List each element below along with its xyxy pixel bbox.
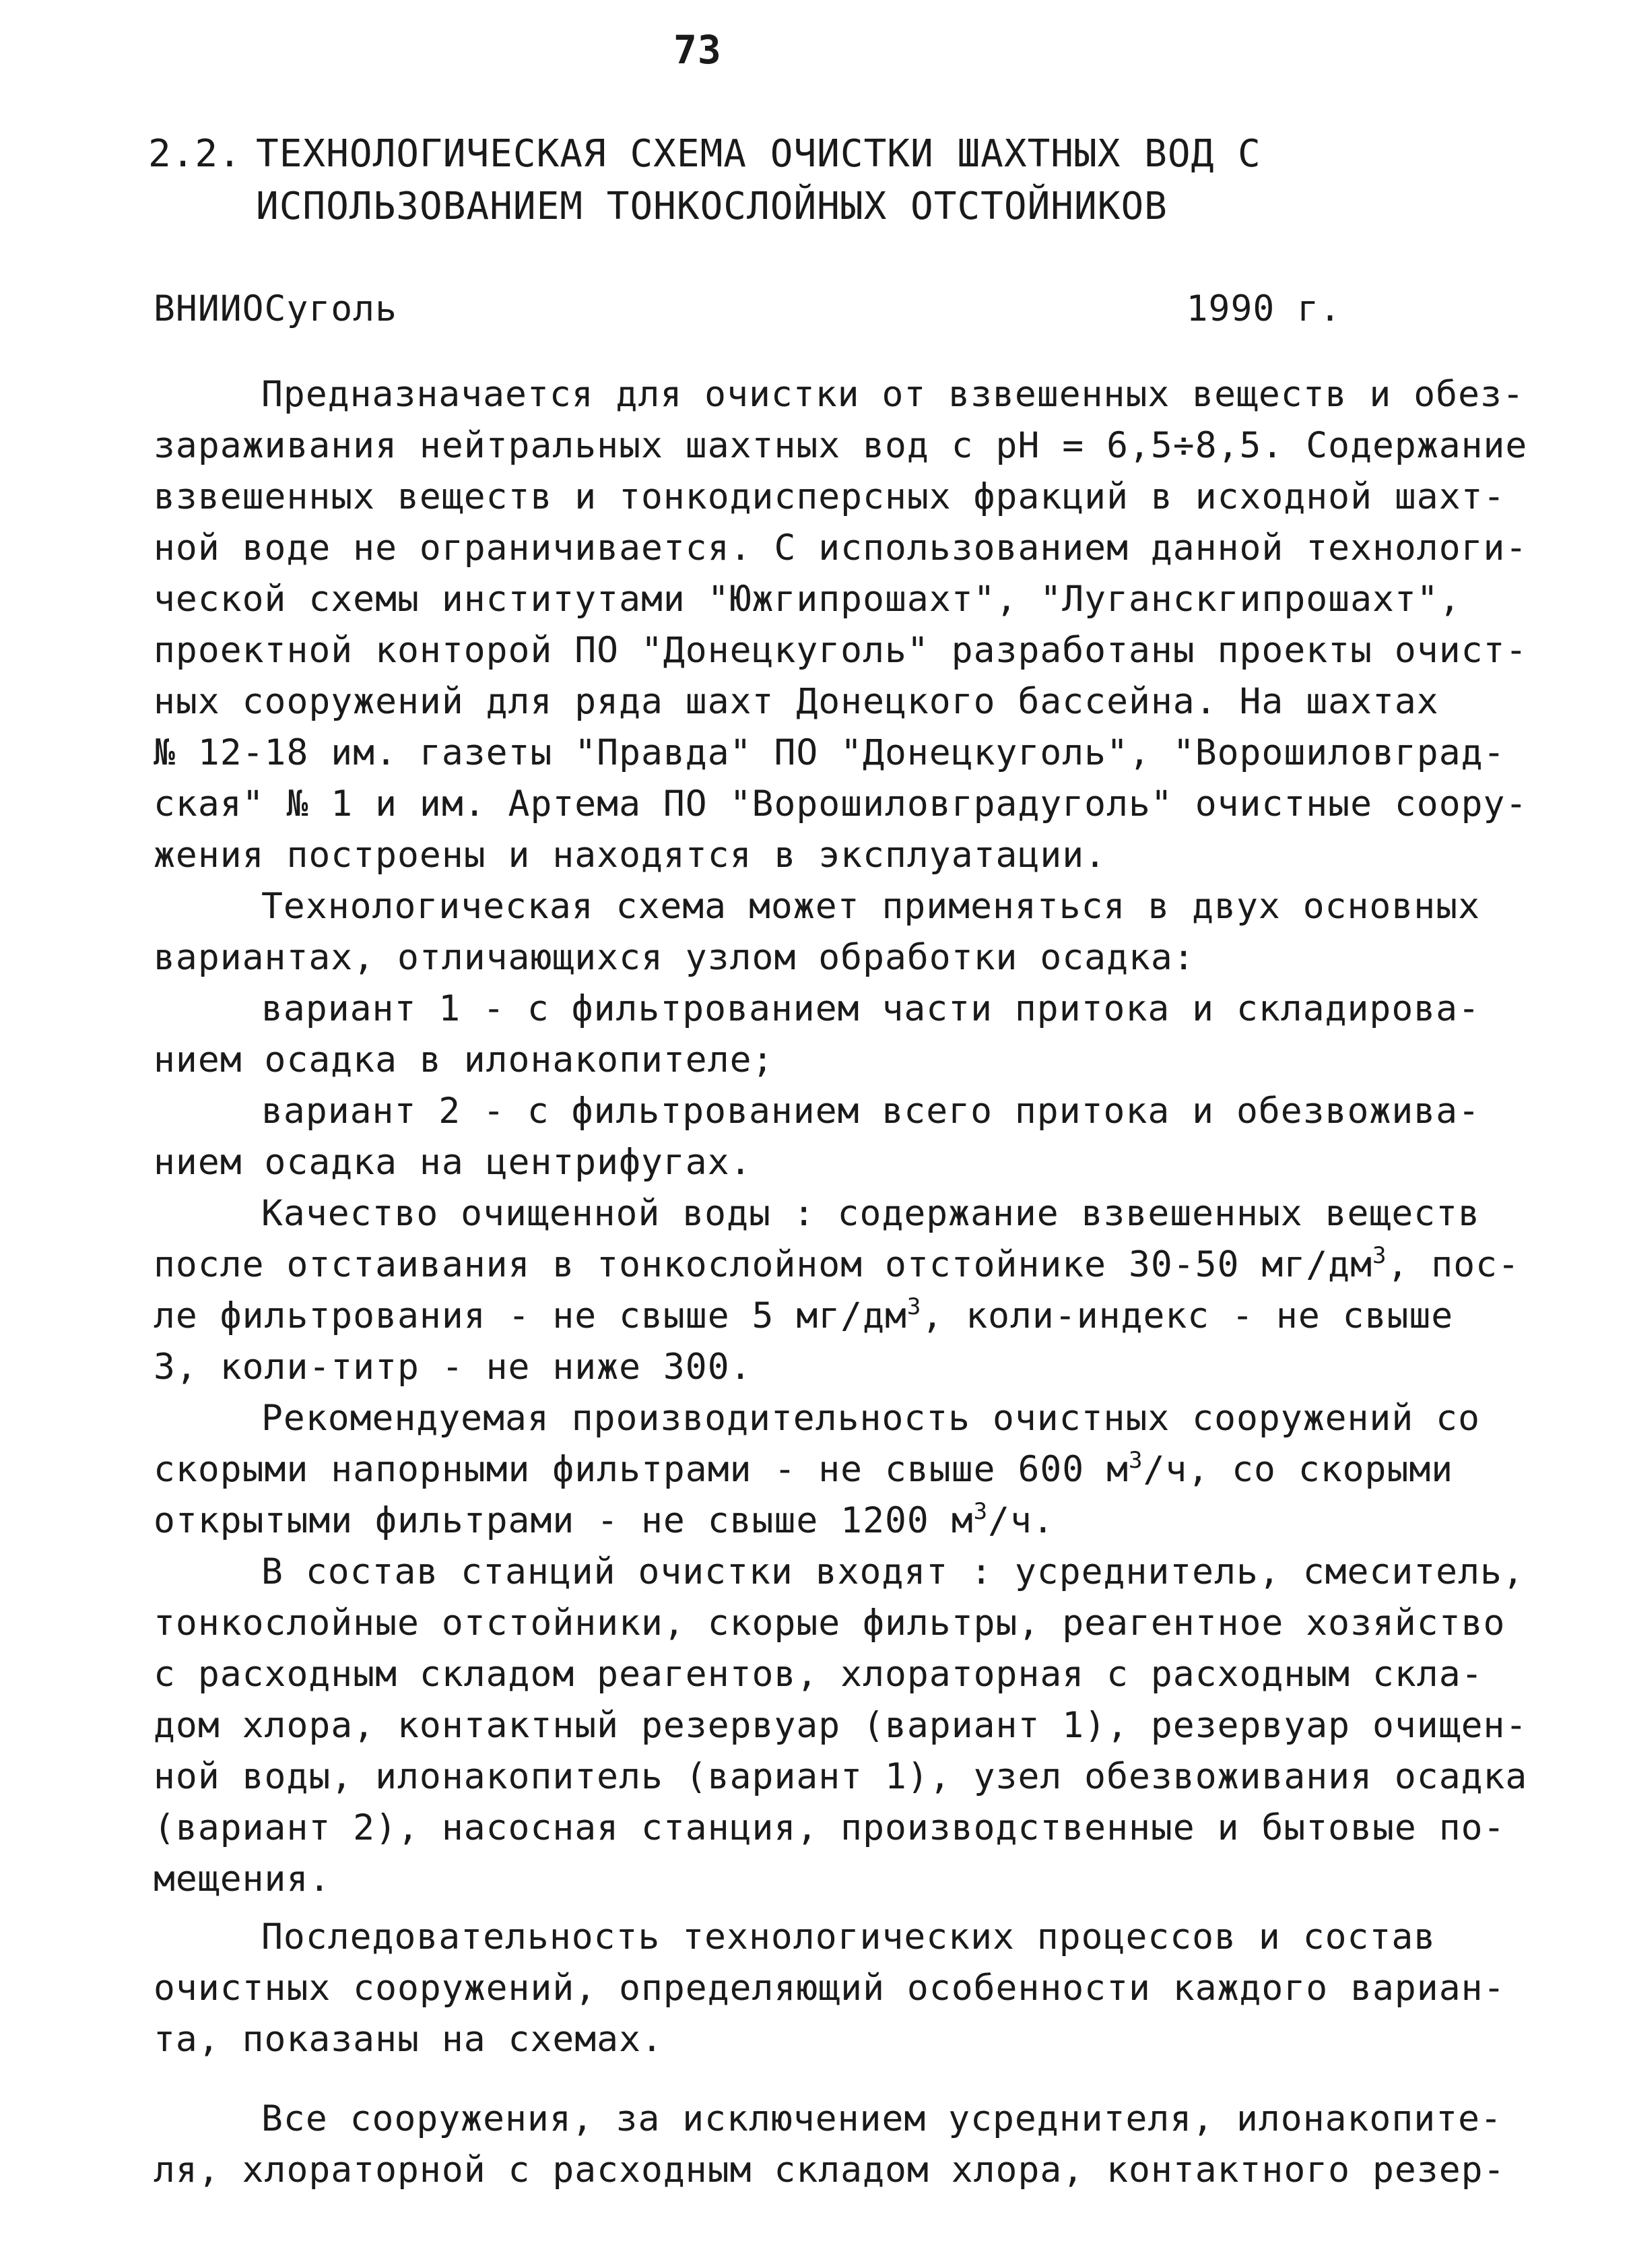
text-line: вариант 2 - с фильтрованием всего притока и обезвожива- — [261, 1091, 1480, 1132]
text-line: ская" № 1 и им. Артема ПО "Ворошиловградуголь" очистные соору- — [154, 783, 1528, 824]
text-block-3 — [154, 1912, 1506, 2065]
text-line: мещения. — [154, 1858, 331, 1900]
text-line: ля, хлораторной с расходным складом хлора, контактного резер- — [154, 2149, 1506, 2191]
superscript: 3 — [1128, 1447, 1143, 1474]
text-fragment: открытыми фильтрами - не свыше 1200 м — [154, 1500, 974, 1541]
text-line: жения построены и находятся в эксплуатации. — [154, 835, 1107, 876]
text-block-1 — [154, 369, 1528, 1393]
text-line: В состав станций очистки входят : усреднитель, смеситель, — [261, 1551, 1525, 1592]
text-line: ной воды, илонакопитель (вариант 1), узел обезвоживания осадка — [154, 1756, 1528, 1797]
text-line: нием осадка на центрифугах. — [154, 1142, 752, 1183]
section-heading — [148, 128, 1401, 233]
text-line: ной воде не ограничивается. С использованием данной технологи- — [154, 527, 1528, 569]
text-line: тонкослойные отстойники, скорые фильтры, реагентное хозяйство — [154, 1602, 1506, 1644]
superscript: 3 — [906, 1293, 922, 1320]
text-block-performance — [154, 1393, 1487, 1547]
text-line: взвешенных веществ и тонкодисперсных фракций в исходной шахт- — [154, 476, 1506, 517]
text-line — [154, 1291, 1487, 1342]
text-line: Все сооружения, за исключением усреднителя, илонакопите- — [261, 2098, 1502, 2139]
text-line — [154, 1495, 1487, 1547]
organization: ВНИИОСуголь — [154, 288, 397, 329]
text-line: нием осадка в илонакопителе; — [154, 1039, 774, 1080]
section-title-line-1: ТЕХНОЛОГИЧЕСКАЯ СХЕМА ОЧИСТКИ ШАХТНЫХ ВОД С — [256, 132, 1261, 176]
text-line: Технологическая схема может применяться в двух основных — [261, 886, 1480, 927]
text-line: зараживания нейтральных шахтных вод с рН = 6,5÷8,5. Содержание — [154, 425, 1528, 466]
text-fragment: ле фильтрования - не свыше 5 мг/дм — [154, 1295, 907, 1336]
text-fragment: после отстаивания в тонкослойном отстойнике 30-50 мг/дм — [154, 1244, 1372, 1285]
text-fragment: /ч, со скорыми — [1143, 1449, 1454, 1490]
year: 1990 г. — [1186, 288, 1341, 329]
text-fragment: , коли-индекс - не свыше — [921, 1295, 1454, 1336]
text-line: ческой схемы институтами "Южгипрошахт", "Луганскгипрошахт", — [154, 579, 1461, 620]
text-line: (вариант 2), насосная станция, производственные и бытовые по- — [154, 1807, 1506, 1848]
text-line — [154, 1444, 1487, 1495]
text-fragment: /ч. — [988, 1500, 1055, 1541]
text-line: Качество очищенной воды : содержание взвешенных веществ — [261, 1193, 1480, 1234]
text-line: вариантах, отличающихся узлом обработки осадка: — [154, 937, 1195, 978]
text-line: проектной конторой ПО "Донецкуголь" разработаны проекты очист- — [154, 630, 1528, 671]
text-line: очистных сооружений, определяющий особенности каждого вариан- — [154, 1968, 1506, 2009]
text-line: с расходным складом реагентов, хлораторная с расходным скла- — [154, 1654, 1484, 1695]
text-line: та, показаны на схемах. — [154, 2019, 663, 2060]
page-number: 73 — [673, 27, 722, 73]
section-number: 2.2. — [148, 132, 242, 176]
organization-line — [154, 288, 1341, 329]
text-line: Последовательность технологических процессов и состав — [261, 1916, 1436, 1957]
text-fragment: скорыми напорными фильтрами - не свыше 600 м — [154, 1449, 1129, 1490]
text-line — [154, 1239, 1520, 1291]
text-line: № 12-18 им. газеты "Правда" ПО "Донецкуголь", "Ворошиловград- — [154, 732, 1506, 773]
superscript: 3 — [1372, 1242, 1387, 1269]
text-line: вариант 1 - с фильтрованием части притока и складирова- — [261, 988, 1480, 1029]
text-line: ных сооружений для ряда шахт Донецкого бассейна. На шахтах — [154, 681, 1439, 722]
text-block-4 — [154, 2094, 1506, 2196]
text-line: 3, коли-титр - не ниже 300. — [154, 1347, 752, 1388]
text-fragment: , пос- — [1387, 1244, 1520, 1285]
superscript: 3 — [973, 1498, 989, 1525]
section-title-line-2: ИСПОЛЬЗОВАНИЕМ ТОНКОСЛОЙНЫХ ОТСТОЙНИКОВ — [256, 185, 1168, 228]
text-line: Предназначается для очистки от взвешенных веществ и обез- — [261, 374, 1525, 415]
text-line: дом хлора, контактный резервуар (вариант 1), резервуар очищен- — [154, 1705, 1528, 1746]
text-line: Рекомендуемая производительность очистных сооружений со — [261, 1398, 1480, 1439]
text-block-2 — [154, 1547, 1528, 1905]
